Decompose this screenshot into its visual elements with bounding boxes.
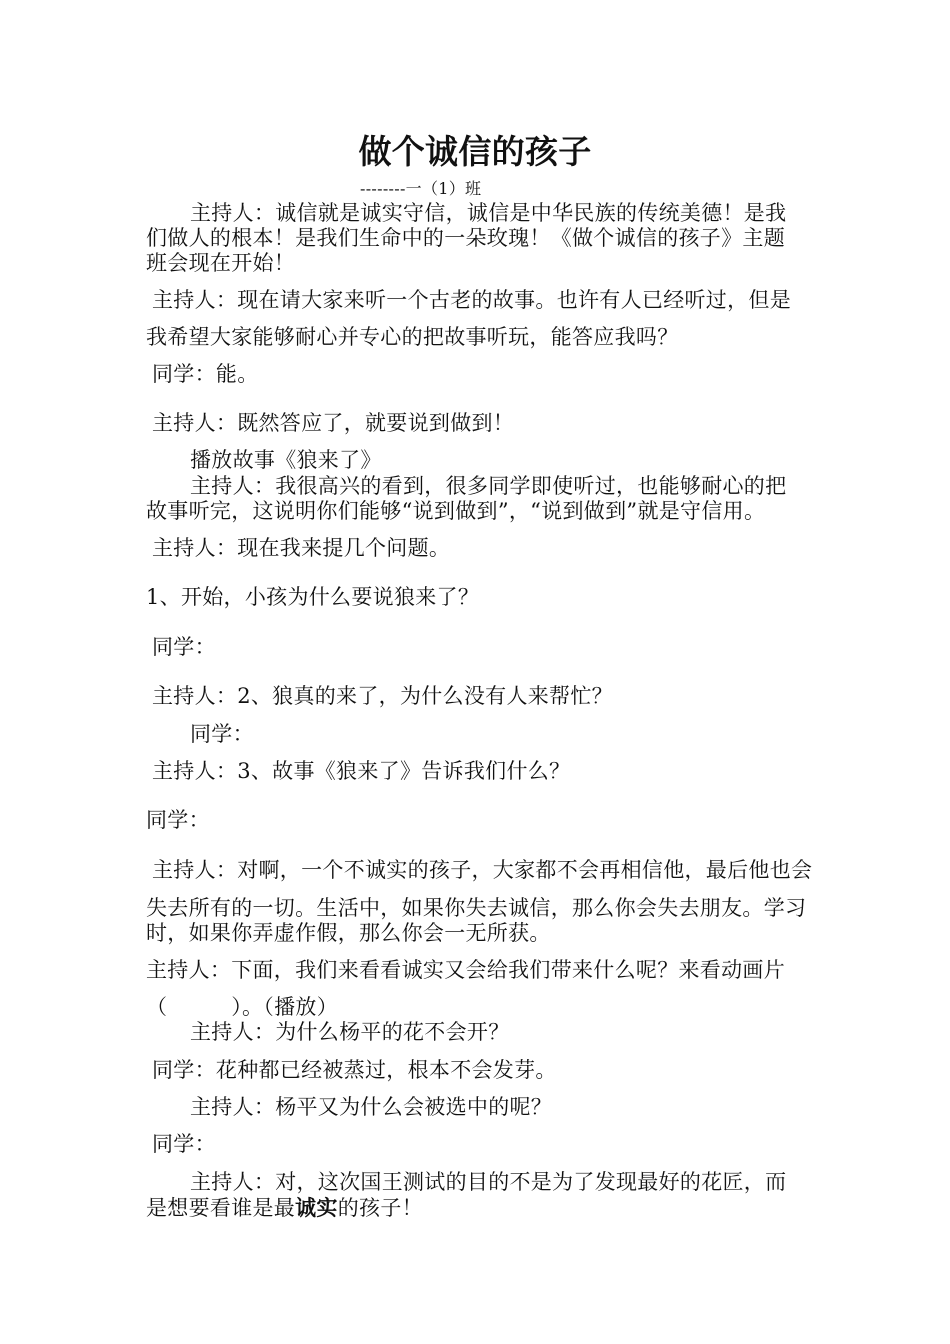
- paragraph-line: 主持人：3、故事《狼来了》告诉我们什么？: [152, 759, 571, 783]
- paragraph-line: 主持人：既然答应了，就要说到做到！: [152, 411, 515, 435]
- paragraph-line: 主持人：现在请大家来听一个古老的故事。也许有人已经听过，但是: [152, 288, 791, 312]
- paragraph-line: 主持人：对啊，一个不诚实的孩子，大家都不会再相信他，最后他也会: [152, 858, 813, 882]
- paragraph-line: 时，如果你弄虚作假，那么你会一无所获。: [146, 921, 551, 945]
- paragraph-line: 主持人：对，这次国王测试的目的不是为了发现最好的花匠，而: [190, 1170, 787, 1194]
- paragraph-line: 主持人：为什么杨平的花不会开？: [190, 1020, 510, 1044]
- paragraph-line: 班会现在开始！: [146, 251, 296, 275]
- text-run: 是想要看谁是最: [146, 1196, 296, 1220]
- document-title: 做个诚信的孩子: [358, 132, 592, 171]
- paragraph-line-last: [146, 1195, 423, 1221]
- paragraph-line: 失去所有的一切。生活中，如果你失去诚信，那么你会失去朋友。学习: [146, 896, 807, 920]
- paragraph-line: 同学：能。: [152, 362, 259, 386]
- paragraph-line: 同学：: [190, 722, 254, 746]
- paragraph-line: 故事听完，这说明你们能够“说到做到”，“说到做到”就是守信用。: [146, 499, 766, 523]
- paragraph-line: 1、开始，小孩为什么要说狼来了？: [146, 585, 480, 609]
- emphasized-word: 诚实: [295, 1195, 338, 1220]
- text-run: 的孩子！: [337, 1196, 423, 1220]
- class-byline: --------一（1）班: [360, 179, 482, 198]
- paragraph-line: （ ）。（播放）: [146, 995, 338, 1019]
- paragraph-line: 播放故事《狼来了》: [190, 448, 382, 472]
- paragraph-line: 主持人：杨平又为什么会被选中的呢？: [190, 1095, 553, 1119]
- paragraph-line: 同学：: [146, 808, 210, 832]
- paragraph-line: 主持人：我很高兴的看到，很多同学即使听过，也能够耐心的把: [190, 474, 787, 498]
- paragraph-line: 主持人：诚信就是诚实守信，诚信是中华民族的传统美德！是我: [190, 201, 787, 225]
- paragraph-line: 们做人的根本！是我们生命中的一朵玫瑰！《做个诚信的孩子》主题: [146, 226, 785, 250]
- paragraph-line: 同学：: [152, 1132, 216, 1156]
- paragraph-line: 主持人：现在我来提几个问题。: [152, 536, 451, 560]
- paragraph-line: 主持人：2、狼真的来了，为什么没有人来帮忙？: [152, 684, 613, 708]
- paragraph-line: 我希望大家能够耐心并专心的把故事听玩，能答应我吗？: [146, 325, 679, 349]
- paragraph-line: 同学：花种都已经被蒸过，根本不会发芽。: [152, 1058, 557, 1082]
- paragraph-line: 主持人：下面，我们来看看诚实又会给我们带来什么呢？来看动画片: [146, 958, 785, 982]
- paragraph-line: 同学：: [152, 635, 216, 659]
